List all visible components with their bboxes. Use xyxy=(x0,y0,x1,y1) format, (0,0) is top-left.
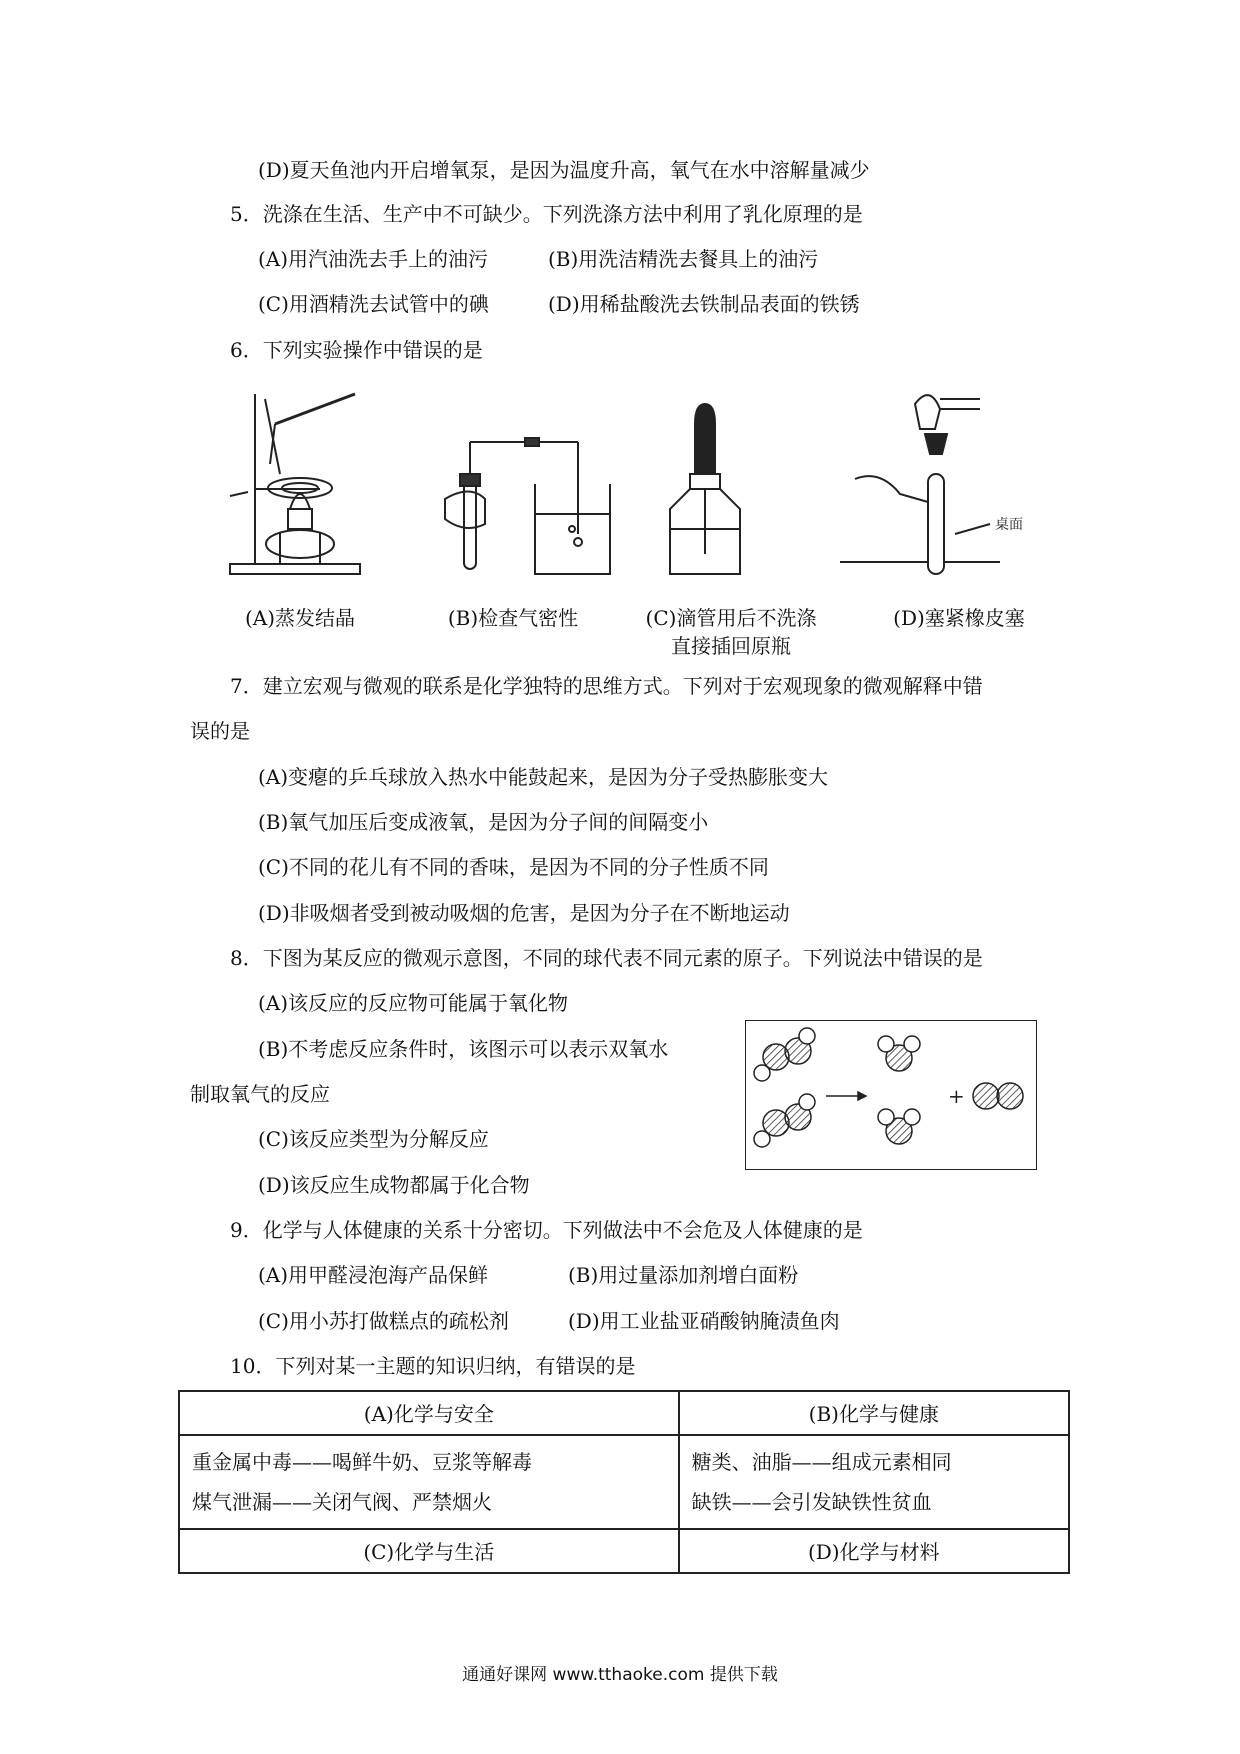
q9-stem: 9．化学与人体健康的关系十分密切。下列做法中不会危及人体健康的是 xyxy=(230,1218,863,1242)
reaction-arrow xyxy=(826,1092,866,1100)
q8-stem: 8．下图为某反应的微观示意图，不同的球代表不同元素的原子。下列说法中错误的是 xyxy=(230,946,983,970)
q6-caption-c: (C)滴管用后不洗涤直接插回原瓶 xyxy=(645,606,817,658)
q6-caption-a: (A)蒸发结晶 xyxy=(244,606,356,630)
cell-b-line1: 糖类、油脂——组成元素相同 xyxy=(691,1450,952,1474)
q6-caption-b: (B)检查气密性 xyxy=(447,606,579,630)
reactant-molecules xyxy=(754,1028,815,1147)
plus-sign: + xyxy=(948,1084,965,1108)
table-head-c: (C)化学与生活 xyxy=(179,1529,679,1573)
airtightness-apparatus xyxy=(445,438,610,574)
table-cell-a xyxy=(179,1435,679,1529)
table-cell-b xyxy=(679,1435,1069,1529)
q5-option-c: (C)用酒精洗去试管中的碘 xyxy=(258,292,489,316)
q8-option-d: (D)该反应生成物都属于化合物 xyxy=(258,1173,530,1197)
oxygen-molecule xyxy=(973,1083,1023,1109)
cell-a-line2: 煤气泄漏——关闭气阀、严禁烟火 xyxy=(192,1490,492,1514)
table-head-b: (B)化学与健康 xyxy=(679,1391,1069,1435)
table-head-d: (D)化学与材料 xyxy=(679,1529,1069,1573)
q7-option-c: (C)不同的花儿有不同的香味，是因为不同的分子性质不同 xyxy=(258,855,769,879)
q7-stem-line1: 7．建立宏观与微观的联系是化学独特的思维方式。下列对于宏观现象的微观解释中错 xyxy=(230,674,983,698)
q7-stem-line2: 误的是 xyxy=(190,719,250,743)
desk-label: 桌面 xyxy=(995,517,1023,533)
q5-option-a: (A)用汽油洗去手上的油污 xyxy=(258,247,489,271)
cell-b-line2: 缺铁——会引发缺铁性贫血 xyxy=(691,1490,932,1514)
water-molecules xyxy=(878,1036,920,1144)
stopper-tube xyxy=(840,395,1000,574)
q4-option-d: (D)夏天鱼池内开启增氧泵，是因为温度升高，氧气在水中溶解量减少 xyxy=(258,158,870,182)
q9-option-d: (D)用工业盐亚硝酸钠腌渍鱼肉 xyxy=(568,1309,840,1333)
q5-stem: 5．洗涤在生活、生产中不可缺少。下列洗涤方法中利用了乳化原理的是 xyxy=(230,202,863,226)
reaction-diagram xyxy=(745,1020,1037,1170)
q7-option-b: (B)氧气加压后变成液氧，是因为分子间的间隔变小 xyxy=(258,810,709,834)
q6-caption-d: (D)塞紧橡皮塞 xyxy=(893,606,1025,630)
dropper-bottle xyxy=(670,404,740,574)
table-head-a: (A)化学与安全 xyxy=(179,1391,679,1435)
q5-option-b: (B)用洗洁精洗去餐具上的油污 xyxy=(548,247,819,271)
q9-option-b: (B)用过量添加剂增白面粉 xyxy=(568,1263,799,1287)
evaporation-apparatus xyxy=(230,394,360,574)
q7-option-a: (A)变瘪的乒乓球放入热水中能鼓起来，是因为分子受热膨胀变大 xyxy=(258,765,829,789)
q9-option-c: (C)用小苏打做糕点的疏松剂 xyxy=(258,1309,509,1333)
q5-option-d: (D)用稀盐酸洗去铁制品表面的铁锈 xyxy=(548,292,860,316)
q8-option-b-line1: (B)不考虑反应条件时，该图示可以表示双氧水 xyxy=(258,1037,669,1061)
q8-option-c: (C)该反应类型为分解反应 xyxy=(258,1127,489,1151)
q9-option-a: (A)用甲醛浸泡海产品保鲜 xyxy=(258,1263,489,1287)
experiment-figures xyxy=(200,384,1060,584)
q7-option-d: (D)非吸烟者受到被动吸烟的危害，是因为分子在不断地运动 xyxy=(258,901,790,925)
q8-option-b-line2: 制取氧气的反应 xyxy=(190,1082,330,1106)
cell-a-line1: 重金属中毒——喝鲜牛奶、豆浆等解毒 xyxy=(192,1450,532,1474)
knowledge-table xyxy=(178,1390,1070,1574)
q10-stem: 10．下列对某一主题的知识归纳，有错误的是 xyxy=(230,1354,636,1378)
q6-stem: 6．下列实验操作中错误的是 xyxy=(230,338,483,362)
q8-option-a: (A)该反应的反应物可能属于氧化物 xyxy=(258,991,569,1015)
page-footer: 通通好课网 www.tthaoke.com 提供下载 xyxy=(462,1665,778,1685)
